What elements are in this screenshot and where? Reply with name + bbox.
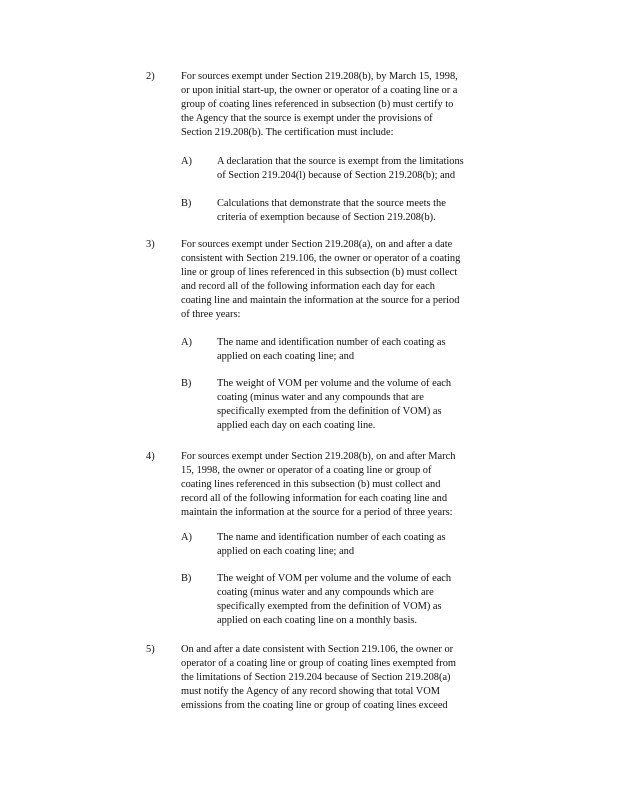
subitem-letter: B) [181,573,192,584]
text-line: Calculations that demonstrate that the source meets the [217,198,446,209]
text-line: line or group of lines referenced in this subsection (b) must collect [181,266,458,278]
subitem-paragraph [217,531,487,559]
subitem-paragraph [217,336,487,364]
text-line: applied on each coating line on a monthly basis. [217,614,417,626]
subitem-paragraph [217,155,499,183]
text-line: The weight of VOM per volume and the volume of each [217,378,452,389]
item-number: 5) [146,644,155,655]
item-paragraph [181,238,503,321]
text-line: group of coating lines referenced in subsection (b) must certify to [181,98,454,110]
item-number: 3) [146,239,155,250]
text-line: applied on each coating line; and [217,545,355,557]
text-line: coating (minus water and any compounds that are [217,391,424,403]
text-line: applied each day on each coating line. [217,419,376,431]
text-line: For sources exempt under Section 219.208(b), on and after March [181,451,456,462]
subitem-letter: A) [181,532,192,543]
item-number: 2) [146,71,155,82]
text-line: record all of the following information for each coating line and [181,492,448,504]
text-line: must notify the Agency of any record showing that total VOM [181,685,440,697]
text-line: coating lines referenced in this subsection (b) must collect and [181,478,441,490]
subitem-letter: B) [181,378,192,389]
text-line: or upon initial start-up, the owner or operator of a coating line or a [181,84,458,96]
text-line: 15, 1998, the owner or operator of a coating line or group of [181,464,432,476]
subitem-letter: B) [181,198,192,209]
subitem-letter: A) [181,337,192,348]
text-line: specifically exempted from the definition of VOM) as [217,600,442,612]
item-paragraph [181,450,491,520]
text-line: the Agency that the source is exempt under the provisions of [181,112,433,124]
text-line: of three years: [181,308,241,320]
item-paragraph [181,643,500,713]
text-line: specifically exempted from the definition of VOM) as [217,405,442,417]
text-line: For sources exempt under Section 219.208(b), by March 15, 1998, [181,71,458,82]
text-line: The weight of VOM per volume and the volume of each [217,573,452,584]
text-line: The name and identification number of each coating as [217,532,446,543]
text-line: and record all of the following information each day for each [181,280,435,292]
subitem-paragraph [217,377,492,433]
text-line: A declaration that the source is exempt from the limitations [217,156,464,167]
subitem-paragraph [217,572,492,628]
text-line: consistent with Section 219.106, the owner or operator of a coating [181,252,461,264]
item-number: 4) [146,451,155,462]
text-line: criteria of exemption because of Section 219.208(b). [217,211,436,223]
text-line: operator of a coating line or group of coating lines exempted from [181,657,456,669]
text-line: of Section 219.204(l) because of Section 219.208(b); and [217,169,456,181]
text-line: The name and identification number of each coating as [217,337,446,348]
subitem-paragraph [217,197,487,225]
item-paragraph [181,70,497,140]
text-line: For sources exempt under Section 219.208(a), on and after a date [181,239,453,250]
text-line: the limitations of Section 219.204 because of Section 219.208(a) [181,671,451,683]
text-line: emissions from the coating line or group of coating lines exceed [181,699,448,711]
text-line: Section 219.208(b). The certification must include: [181,126,394,138]
text-line: coating (minus water and any compounds which are [217,586,434,598]
text-line: maintain the information at the source for a period of three years: [181,506,453,518]
text-line: coating line and maintain the information at the source for a period [181,294,460,306]
text-line: On and after a date consistent with Section 219.106, the owner or [181,644,454,655]
subitem-letter: A) [181,156,192,167]
text-line: applied on each coating line; and [217,350,355,362]
